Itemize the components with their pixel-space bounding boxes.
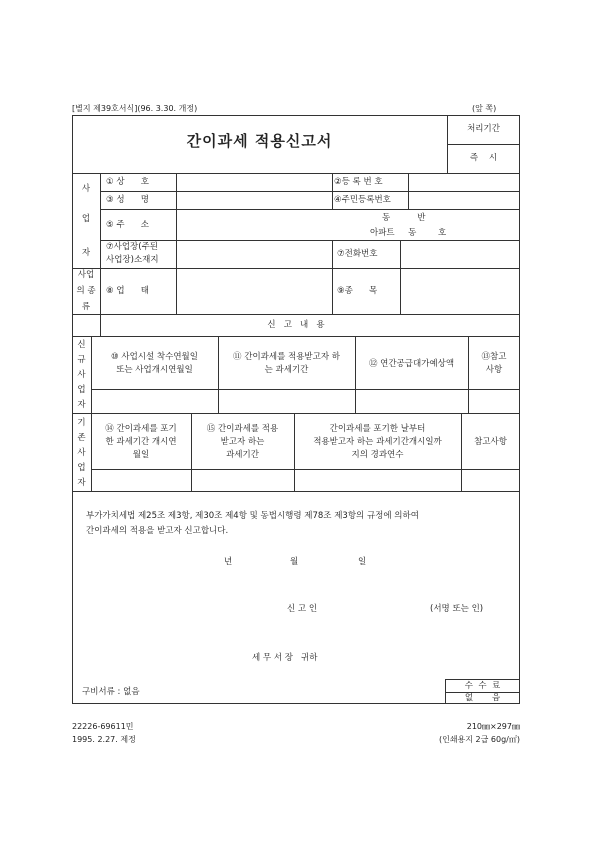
form-code: 22226-69611민 [72,722,134,731]
date-day-label: 일 [358,557,367,567]
phone-field[interactable] [401,241,519,267]
full-name-label: ③ 성 명 [106,195,149,205]
paper-size: 210㎜×297㎜ [466,722,520,731]
business-item-label: ⑨종 목 [337,286,378,296]
expected-supply-header: ⑫ 연간공급대가예상액 [368,359,455,369]
phone-label: ⑦전화번호 [337,249,378,259]
business-category-label: ⑧ 업 태 [106,286,149,296]
new-business-label-5: 자 [77,400,86,410]
resident-number-field[interactable] [409,192,519,208]
operator-label-2: 업 [81,214,91,224]
business-type-label-2: 의 종 [76,286,96,296]
existing-business-label-5: 자 [77,478,86,488]
expected-supply-field[interactable] [356,390,467,412]
date-month-label: 월 [290,557,299,567]
reapply-period-header-3: 과세기간 [226,450,259,460]
page-side: (앞 쪽) [472,104,497,113]
elapsed-years-header-2: 적용받고자 하는 과세기간개시일까 [313,437,442,447]
declarant-signature-field[interactable] [330,600,425,616]
business-address-label-2: 사업장)소재지 [106,255,159,265]
business-category-field[interactable] [177,269,331,313]
abandon-date-field[interactable] [92,470,190,490]
business-type-label-3: 류 [81,302,91,312]
start-date-field[interactable] [92,390,217,412]
business-item-field[interactable] [401,269,519,313]
business-address-label-1: ⑦사업장(주된 [106,242,158,252]
existing-business-label-1: 기 [77,418,86,428]
new-reference-header-2: 사항 [485,365,503,375]
apply-period-header-2: 는 과세기간 [264,365,309,375]
reapply-period-header-2: 받고자 하는 [220,437,265,447]
elapsed-years-header-1: 간이과세를 포기한 날부터 [329,424,426,434]
address-field[interactable] [177,210,367,239]
business-address-field[interactable] [177,241,331,267]
new-reference-field[interactable] [469,390,519,412]
new-business-label-2: 규 [77,355,86,365]
declarant-label: 신 고 인 [287,604,318,614]
existing-business-label-2: 존 [77,433,86,443]
registration-number-field[interactable] [409,174,519,190]
processing-period-value: 즉 시 [469,153,498,163]
statement-line-1: 부가가치세법 제25조 제3항, 제30조 제4항 및 동법시행령 제78조 제3항의 규정에 의하여 [86,511,419,521]
start-date-header-2: 또는 사업개시연월일 [116,365,193,375]
address-dong-ban: 동 반 [382,213,426,223]
business-type-label-1: 사업 [77,270,95,280]
existing-reference-field[interactable] [462,470,519,490]
apply-period-header-1: ⑪ 간이과세를 적용받고자 하 [233,352,340,362]
date-year-label: 년 [224,557,233,567]
registration-number-label: ②등 록 번 호 [334,177,383,187]
elapsed-years-header-3: 지의 경과연수 [351,450,404,460]
full-name-field[interactable] [177,192,331,208]
address-apartment: 아파트 동 호 [370,228,447,238]
new-business-label-4: 업 [77,385,86,395]
fee-value: 없 음 [464,693,501,703]
new-reference-header-1: ⑬참고 [481,352,507,362]
statement-line-2: 간이과세의 적용을 받고자 신고합니다. [86,526,229,536]
address-label: ⑤ 주 소 [106,220,149,230]
trade-name-label: ① 상 호 [106,177,149,187]
new-business-label-1: 신 [77,340,86,350]
existing-reference-header: 참고사항 [474,437,507,447]
abandon-date-header-3: 월일 [132,450,150,460]
form-title: 간이과세 적용신고서 [186,132,333,150]
required-documents: 구비서류 : 없음 [82,687,140,697]
new-business-label-3: 사 [77,370,86,380]
trade-name-field[interactable] [177,174,331,190]
report-contents-header: 신 고 내 용 [267,320,325,330]
addressee: 세 무 서 장 귀하 [252,653,318,663]
form-number: [별지 제39호서식](96. 3.30. 개정) [72,104,198,113]
signature-label: (서명 또는 인) [430,604,484,614]
start-date-header-1: ⑩ 사업시설 착수연월일 [111,352,198,362]
processing-period-label: 처리기간 [467,124,500,134]
existing-business-label-3: 사 [77,448,86,458]
operator-label-1: 사 [81,184,91,194]
fee-label: 수 수 료 [464,681,501,691]
elapsed-years-field[interactable] [295,470,460,490]
abandon-date-header-1: ⑭ 간이과세를 포기 [105,424,177,434]
existing-business-label-4: 업 [77,463,86,473]
reapply-period-field[interactable] [192,470,293,490]
enactment-date: 1995. 2.27. 제정 [72,735,136,744]
paper-spec: (인쇄용지 2급 60g/㎡) [438,735,520,744]
apply-period-field[interactable] [219,390,354,412]
reapply-period-header-1: ⑮ 간이과세를 적용 [206,424,279,434]
resident-number-label: ④주민등록번호 [334,195,391,205]
operator-label-3: 자 [81,248,91,258]
abandon-date-header-2: 한 과세기간 개시연 [105,437,177,447]
